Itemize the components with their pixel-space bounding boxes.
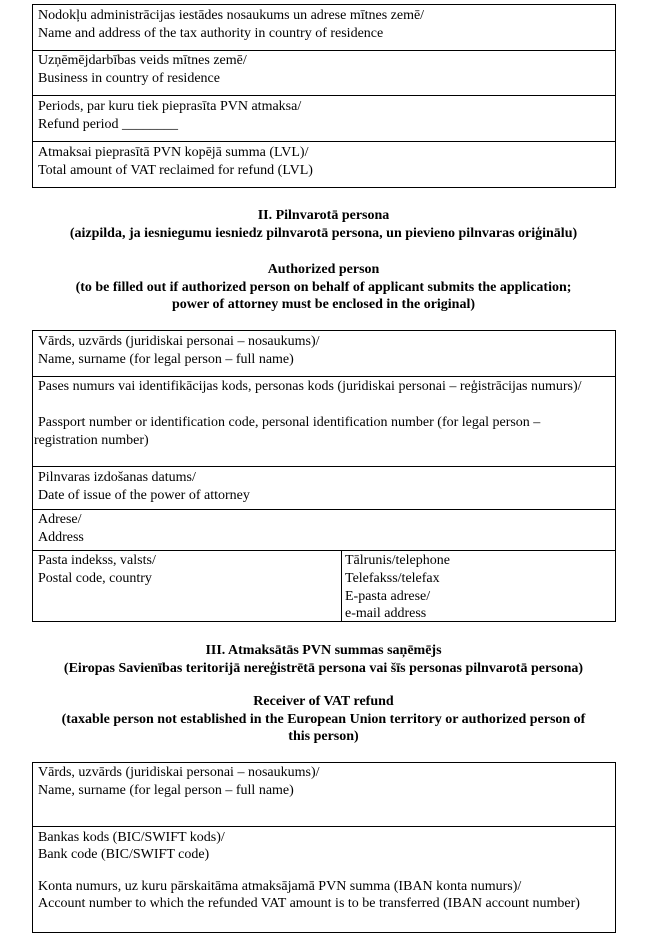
email-label-en: e-mail address [345, 606, 427, 621]
refund-period-label-lv: Periods, par kuru tiek pieprasīta PVN atmaksa/ [38, 99, 302, 114]
divider [32, 141, 616, 142]
auth-passport-label-lv: Pases numurs vai identifikācijas kods, personas kods (juridiskai personai – reģistrācijas numurs)/ [38, 379, 582, 394]
section-2-subtitle-en-1: (to be filled out if authorized person on behalf of applicant submits the application; [75, 280, 572, 295]
divider [32, 466, 616, 467]
divider [32, 50, 616, 51]
divider [32, 550, 616, 551]
business-label-en: Business in country of residence [38, 71, 220, 86]
receiver-name-label-lv: Vārds, uzvārds (juridiskai personai – nosaukums)/ [38, 765, 320, 780]
poa-date-label-en: Date of issue of the power of attorney [38, 488, 250, 503]
address-label-en: Address [38, 530, 84, 545]
poa-date-label-lv: Pilnvaras izdošanas datums/ [38, 470, 196, 485]
auth-name-label-lv: Vārds, uzvārds (juridiskai personai – nosaukums)/ [38, 334, 320, 349]
account-label-lv: Konta numurs, uz kuru pārskaitāma atmaksājamā PVN summa (IBAN konta numurs)/ [38, 879, 522, 894]
postal-label-en: Postal code, country [38, 571, 152, 586]
section-3-subtitle-en-2: this person) [288, 729, 359, 744]
divider [32, 95, 616, 96]
refund-period-label-en: Refund period ________ [38, 117, 178, 132]
auth-name-label-en: Name, surname (for legal person – full name) [38, 352, 294, 367]
tax-authority-label-lv: Nodokļu administrācijas iestādes nosaukums un adrese mītnes zemē/ [38, 8, 425, 23]
bank-code-label-lv: Bankas kods (BIC/SWIFT kods)/ [38, 830, 225, 845]
divider [341, 550, 342, 622]
auth-passport-label-en: Passport number or identification code, personal identification number (for legal person – registration number) [34, 415, 541, 448]
section-2-title-lv: II. Pilnvarotā persona [257, 208, 390, 223]
divider [32, 509, 616, 510]
divider [32, 376, 616, 377]
section-3-subtitle-en-1: (taxable person not established in the European Union territory or authorized person of [61, 712, 586, 727]
receiver-name-label-en: Name, surname (for legal person – full name) [38, 783, 294, 798]
divider [32, 826, 616, 827]
section-2-title-en: Authorized person [267, 262, 380, 277]
section-2-subtitle-lv: (aizpilda, ja iesniegumu iesniedz pilnvarotā persona, un pievieno pilnvaras oriģinālu) [69, 226, 578, 241]
telephone-label: Tālrunis/telephone [345, 553, 450, 568]
section-3-title-en: Receiver of VAT refund [253, 694, 394, 709]
section-3-subtitle-lv: (Eiropas Savienības teritorijā nereģistrētā persona vai šīs personas pilnvarotā persona) [63, 661, 584, 676]
section-3-title-lv: III. Atmaksātās PVN summas saņēmējs [205, 643, 442, 658]
tax-authority-label-en: Name and address of the tax authority in country of residence [38, 26, 384, 41]
total-vat-label-lv: Atmaksai pieprasītā PVN kopējā summa (LVL)/ [38, 145, 309, 160]
email-label-lv: E-pasta adrese/ [345, 589, 431, 604]
total-vat-label-en: Total amount of VAT reclaimed for refund (LVL) [38, 163, 313, 178]
fax-label: Telefakss/telefax [345, 571, 440, 586]
bank-code-label-en: Bank code (BIC/SWIFT code) [38, 847, 210, 862]
business-label-lv: Uzņēmējdarbības veids mītnes zemē/ [38, 53, 247, 68]
address-label-lv: Adrese/ [38, 512, 82, 527]
postal-label-lv: Pasta indekss, valsts/ [38, 553, 156, 568]
account-label-en: Account number to which the refunded VAT amount is to be transferred (IBAN account number) [38, 896, 580, 911]
section-2-subtitle-en-2: power of attorney must be enclosed in the original) [171, 297, 476, 312]
